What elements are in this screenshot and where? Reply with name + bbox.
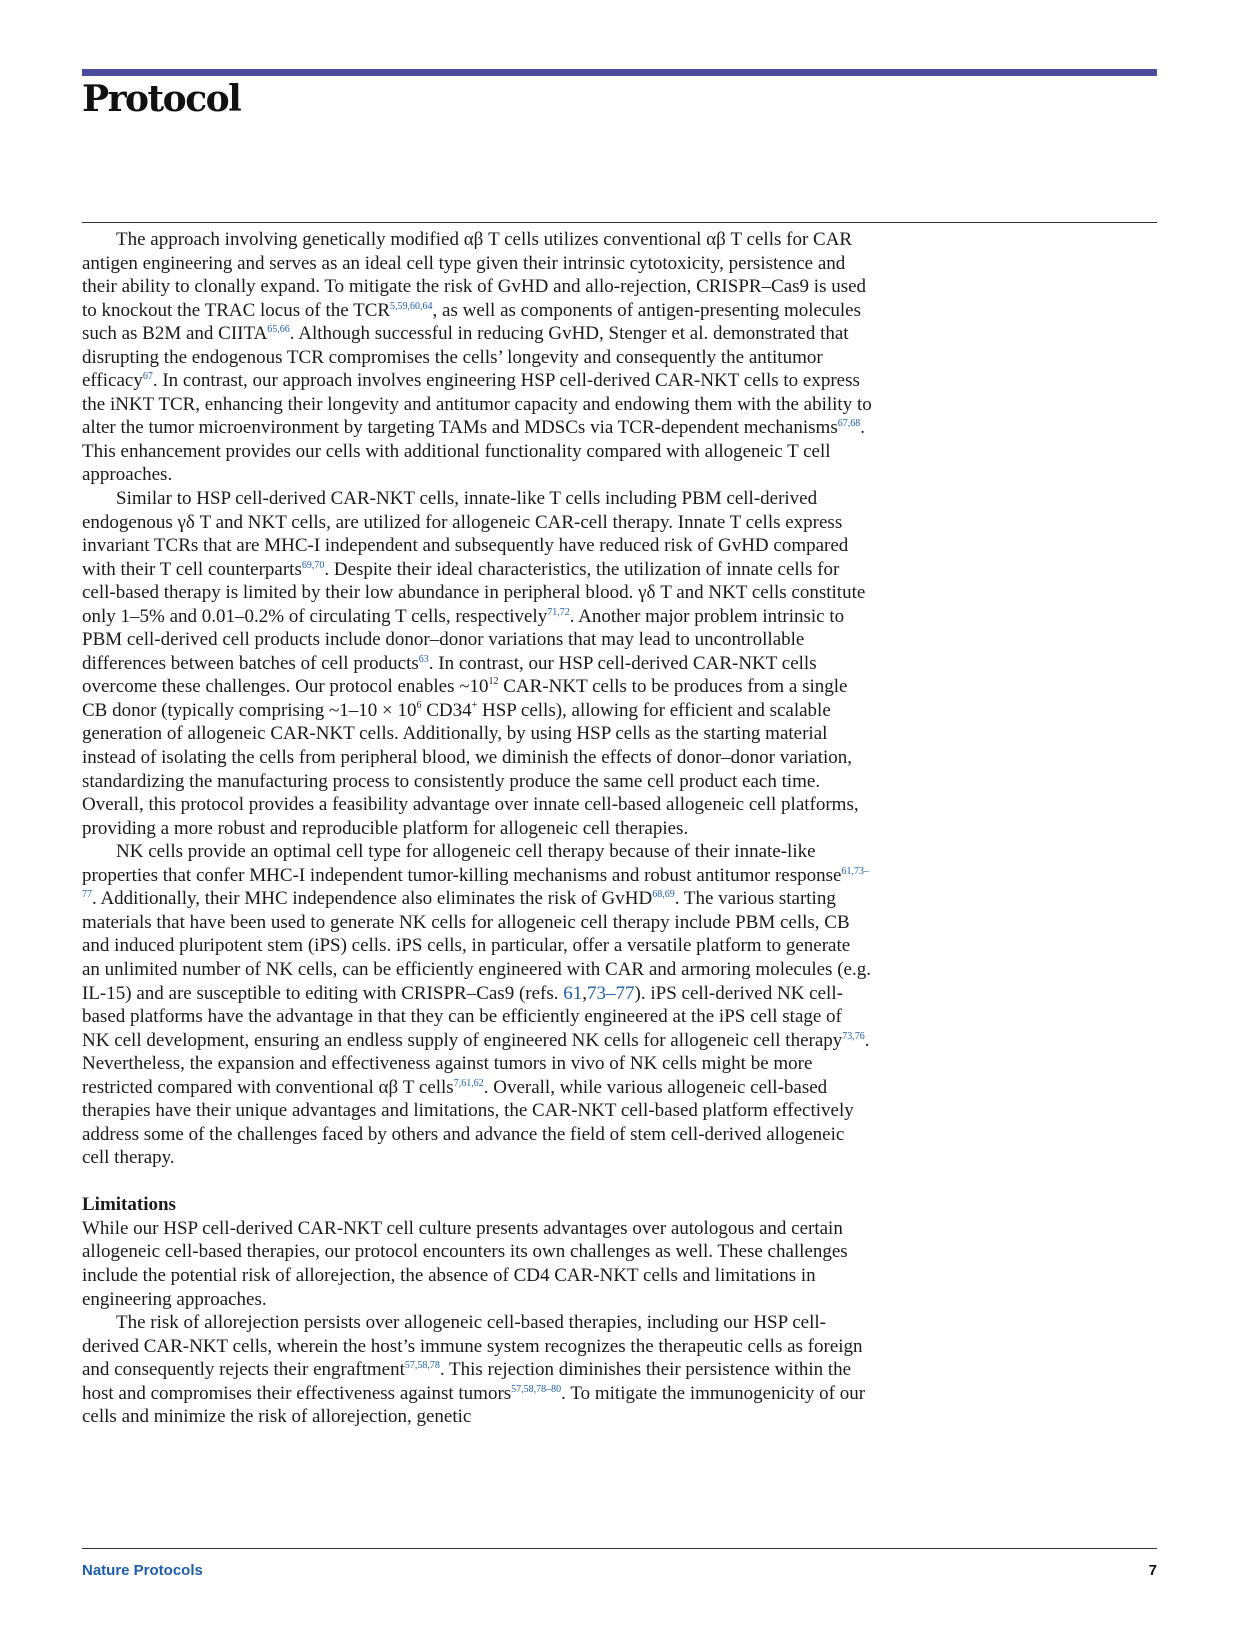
superscript-plus: + bbox=[471, 699, 478, 711]
citation[interactable]: 57,58,78–80 bbox=[511, 1383, 562, 1395]
citation[interactable]: 69,70 bbox=[301, 559, 325, 571]
citation[interactable]: 71,72 bbox=[547, 606, 570, 618]
section-title: Protocol bbox=[82, 78, 241, 120]
citation[interactable]: 68,69 bbox=[652, 889, 675, 901]
citation[interactable]: 65,66 bbox=[267, 324, 290, 336]
paragraph-innate-t-cells: Similar to HSP cell-derived CAR-NKT cells, innate-like T cells including PBM cell-derived endogenous γδ T and NKT cells, are utilized for allogeneic CAR-cell therapy. Innate T cells express invariant TCRs that are MHC-I independent and subsequently have reduced risk of GvHD compared with their T cell counterparts$^{69,70}$. Despite their ideal characteristics, the utilization of innate cells for cell-based therapy is limited by their low abundance in peripheral blood. γδ T and NKT cells constitute only 1–5% and 0.01–0.2% of circulating T cells, respectively$^{71,72}$. Another major problem intrinsic to PBM cell-derived cell products include donor–donor variations that may lead to uncontrollable differences between batches of cell products$^{63}$. In contrast, our HSP cell-derived CAR-NKT cells overcome these challenges. Our protocol enables $\sim 10^{12}$ CAR-NKT cells to be produces from a single CB donor (typically comprising ~1–10 × $10^6$ CD34+ HSP cells), allowing for efficient and scalable generation of allogeneic CAR-NKT cells. Additionally, by using HSP cells as the starting material instead of isolating the cells from peripheral blood, we diminish the effects of donor–donor variation, standardizing the manufacturing process to consistently produce the same cell product each time. Overall, this protocol provides a feasibility advantage over innate cell-based allogeneic cell platforms, providing a more robust and reproducible platform for allogeneic cell therapies. bbox=[82, 488, 866, 839]
reference-link[interactable]: 73–77 bbox=[587, 982, 635, 1004]
journal-name[interactable]: Nature Protocols bbox=[82, 1562, 203, 1579]
citation[interactable]: 61,73–77 bbox=[82, 865, 869, 901]
header-rule bbox=[82, 69, 1157, 76]
paragraph-limitations-intro: While our HSP cell-derived CAR-NKT cell culture presents advantages over autologous and certain allogeneic cell-based therapies, our protocol encounters its own challenges as well. These challenges include the potential risk of allorejection, the absence of CD4 CAR-NKT cells and limitations in engineering approaches. bbox=[82, 1217, 848, 1310]
citation[interactable]: 57,58,78 bbox=[404, 1360, 440, 1372]
paragraph-nk-cells: NK cells provide an optimal cell type for allogeneic cell therapy because of their innate-like properties that confer MHC-I independent tumor-killing mechanisms and robust antitumor response$^{61,73-77}$. Additionally, their MHC independence also eliminates the risk of GvHD$^{68,69}$. The various starting materials that have been used to generate NK cells for allogeneic cell therapy include PBM cells, CB and induced pluripotent stem (iPS) cells. iPS cells, in particular, offer a versatile platform to generate an unlimited number of NK cells, can be efficiently engineered with CAR and armoring molecules (e.g. IL-15) and are susceptible to editing with CRISPR–Cas9 (refs. 61,73–77). iPS cell-derived NK cell-based platforms have the advantage in that they can be efficiently engineered at the iPS cell stage of NK cell development, ensuring an endless supply of engineered NK cells for allogeneic cell therapy$^{73,76}$. Nevertheless, the expansion and effectiveness against tumors in vivo of NK cells might be more restricted compared with conventional αβ T cells$^{7,61,62}$. Overall, while various allogeneic cell-based therapies have their unique advantages and limitations, the CAR-NKT cell-based platform effectively address some of the challenges faced by others and advance the field of stem cell-derived allogeneic cell therapy. bbox=[82, 841, 871, 1169]
exponent: 6 bbox=[416, 699, 422, 711]
citation[interactable]: 67 bbox=[142, 371, 153, 383]
reference-link[interactable]: 61 bbox=[563, 982, 583, 1004]
citation[interactable]: 67,68 bbox=[837, 418, 861, 430]
paragraph-allorejection: The risk of allorejection persists over allogeneic cell-based therapies, including our HSP cell-derived CAR-NKT cells, wherein the host’s immune system recognizes the therapeutic cells as foreign and consequently rejects their engraftment$^{57,58,78}$. This rejection diminishes their persistence within the host and compromises their effectiveness against tumors$^{57,58,78-80}$. To mitigate the immunogenicity of our cells and minimize the risk of allorejection, genetic bbox=[82, 1312, 866, 1428]
citation[interactable]: 73,76 bbox=[842, 1030, 865, 1042]
content-divider bbox=[82, 222, 1157, 223]
page-number: 7 bbox=[1148, 1562, 1157, 1579]
footer-rule bbox=[82, 1548, 1157, 1549]
citation[interactable]: 7,61,62 bbox=[453, 1077, 484, 1089]
citation[interactable]: 5,59,60,64 bbox=[390, 300, 433, 312]
article-body bbox=[82, 228, 872, 1429]
exponent: 12 bbox=[488, 676, 499, 688]
limitations-heading: Limitations bbox=[82, 1194, 176, 1216]
citation[interactable]: 63 bbox=[418, 653, 429, 665]
paragraph-car-t-comparison: The approach involving genetically modified αβ T cells utilizes conventional αβ T cells for CAR antigen engineering and serves as an ideal cell type given their intrinsic cytotoxicity, persistence and their ability to clonally expand. To mitigate the risk of GvHD and allo-rejection, CRISPR–Cas9 is used to knockout the TRAC locus of the TCR$^{5,59,60,64}$, as well as components of antigen-presenting molecules such as B2M and CIITA$^{65,66}$. Although successful in reducing GvHD, Stenger et al. demonstrated that disrupting the endogenous TCR compromises the cells’ longevity and consequently the antitumor efficacy$^{67}$. In contrast, our approach involves engineering HSP cell-derived CAR-NKT cells to express the iNKT TCR, enhancing their longevity and antitumor capacity and endowing them with the ability to alter the tumor microenvironment by targeting TAMs and MDSCs via TCR-dependent mechanisms$^{67,68}$. This enhancement provides our cells with additional functionality compared with allogeneic T cell approaches. bbox=[82, 229, 872, 486]
